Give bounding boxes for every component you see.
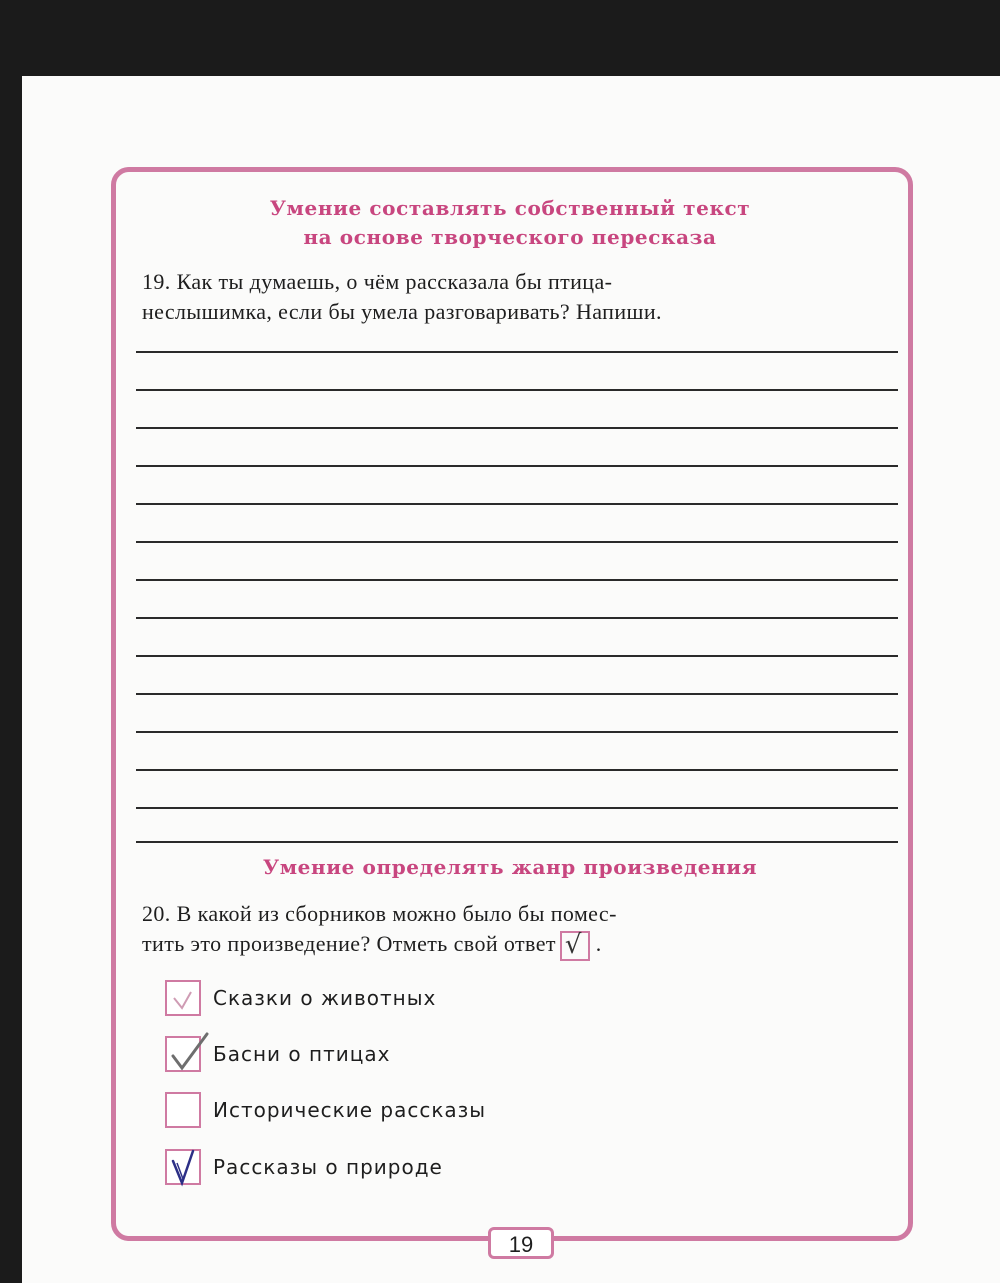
- option-2[interactable]: [165, 1035, 390, 1073]
- writing-line[interactable]: [136, 617, 898, 619]
- option-checkbox[interactable]: [165, 1036, 201, 1072]
- answer-writing-lines[interactable]: [136, 315, 898, 845]
- writing-line[interactable]: [136, 731, 898, 733]
- option-4[interactable]: [165, 1148, 443, 1186]
- option-checkbox[interactable]: [165, 1092, 201, 1128]
- writing-line[interactable]: [136, 389, 898, 391]
- writing-line[interactable]: [136, 807, 898, 809]
- writing-line[interactable]: [136, 503, 898, 505]
- option-checkbox[interactable]: [165, 1149, 201, 1185]
- writing-line[interactable]: [136, 465, 898, 467]
- writing-line[interactable]: [136, 427, 898, 429]
- check-mark-icon: √: [564, 929, 582, 960]
- option-1[interactable]: [165, 979, 436, 1017]
- section-heading-genre: Умение определять жанр произведения: [262, 855, 758, 879]
- writing-line[interactable]: [136, 541, 898, 543]
- task-19-text-line-2: неслышимка, если бы умела разговаривать? Напиши.: [142, 299, 662, 324]
- pen-check-icon: [167, 1145, 207, 1191]
- task-20-text-line-2: [142, 928, 602, 961]
- page-number: 19: [488, 1227, 554, 1259]
- option-3[interactable]: [165, 1091, 486, 1129]
- writing-line[interactable]: [136, 769, 898, 771]
- option-checkbox[interactable]: [165, 980, 201, 1016]
- option-label: Сказки о животных: [213, 986, 437, 1010]
- task-19-text-line-1: 19. Как ты думаешь, о чём рассказала бы птица-: [142, 269, 613, 294]
- writing-line[interactable]: [136, 655, 898, 657]
- option-label: Басни о птицах: [213, 1042, 391, 1066]
- writing-line[interactable]: [136, 841, 898, 843]
- task-20-text-line-1: 20. В какой из сборников можно было бы помес-: [142, 901, 617, 926]
- option-label: Исторические рассказы: [213, 1098, 487, 1122]
- option-label: Рассказы о природе: [213, 1155, 443, 1179]
- task-20-period: .: [595, 931, 602, 956]
- task-20-text-line-2-words: тить это произведение? Отметь свой ответ: [142, 931, 556, 956]
- section-heading-line-1: Умение составлять собственный текст: [269, 196, 751, 220]
- sample-check-box: [560, 931, 590, 961]
- writing-line[interactable]: [136, 579, 898, 581]
- writing-line[interactable]: [136, 351, 898, 353]
- section-heading-line-2: на основе творческого пересказа: [303, 225, 717, 249]
- faint-check-icon: [167, 976, 203, 1020]
- pencil-check-icon: [167, 1032, 211, 1076]
- writing-line[interactable]: [136, 693, 898, 695]
